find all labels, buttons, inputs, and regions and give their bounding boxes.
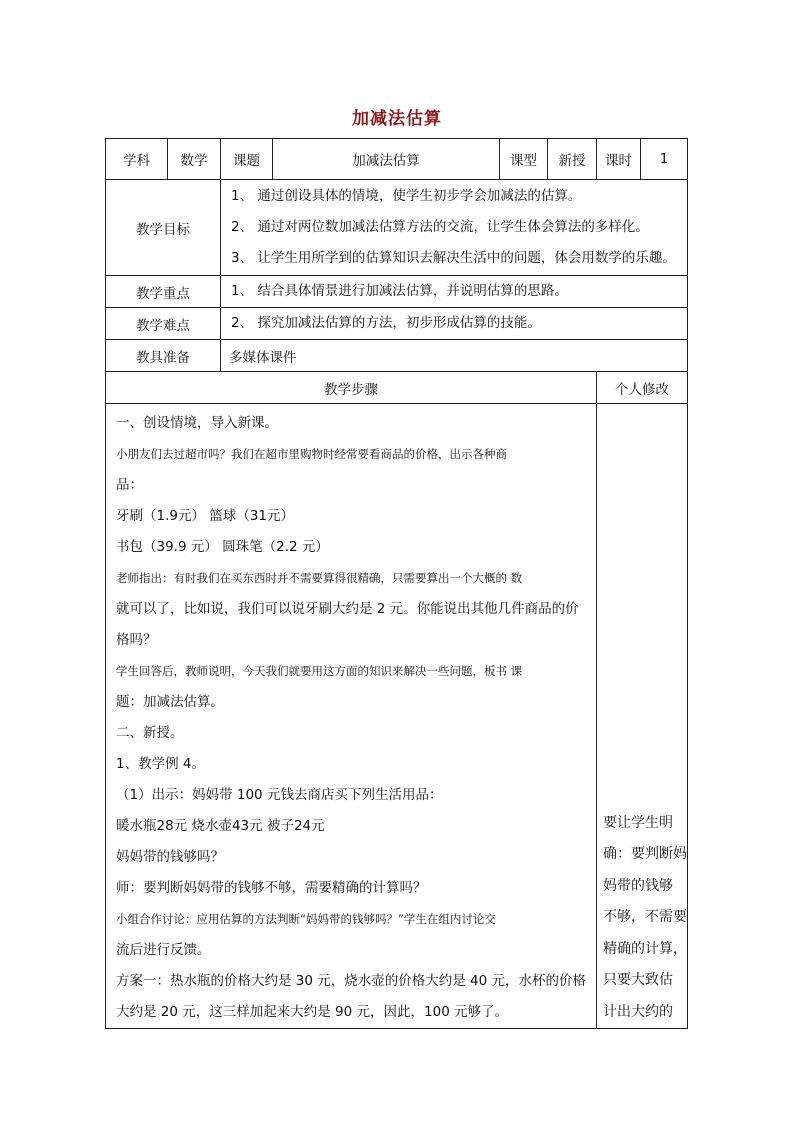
difficulty-value: 2、 探究加减法估算的方法，初步形成估算的技能。 <box>231 315 541 331</box>
step-line: 牙刷（1.9元） 篮球（31元） <box>116 508 294 524</box>
step-line: 学生回答后，教师说明，今天我们就要用这方面的知识来解决一些问题，板书 课 <box>116 664 523 678</box>
steps-header-row <box>106 372 688 404</box>
goal-item: 3、 让学生用所学到的估算知识去解决生活中的问题，体会用数学的乐趣。 <box>231 250 676 266</box>
step-line: 小组合作讨论：应用估算的方法判断“妈妈带的钱够吗？”学生在组内讨论交 <box>116 912 496 926</box>
header-row <box>106 139 688 180</box>
notes-content <box>597 404 688 1029</box>
goal-item: 1、 通过创设具体的情境，使学生初步学会加减法的估算。 <box>231 188 582 204</box>
step-line: 暖水瓶28元 烧水壶43元 被子24元 <box>116 818 325 834</box>
step-line: 1、教学例 4。 <box>116 756 205 772</box>
materials-label: 教具准备 <box>106 340 221 372</box>
step-line: 书包（39.9 元） 圆珠笔（2.2 元） <box>116 539 329 555</box>
step-line: 流后进行反馈。 <box>116 942 211 958</box>
type-value: 新授 <box>548 139 597 180</box>
hours-value: 1 <box>641 139 688 180</box>
materials-value: 多媒体课件 <box>221 340 688 372</box>
step-line: 题：加减法估算。 <box>116 694 224 710</box>
difficulty-row <box>106 308 688 340</box>
step-line: 老师指出：有时我们在买东西时并不需要算得很精确，只需要算出一个大概的 数 <box>116 571 523 585</box>
step-line: 品： <box>116 477 143 493</box>
step-line: 就可以了，比如说，我们可以说牙刷大约是 2 元。你能说出其他几件商品的价 <box>116 601 579 617</box>
subject-label: 学科 <box>106 139 168 180</box>
topic-value: 加减法估算 <box>273 139 500 180</box>
key-point-value: 1、 结合具体情景进行加减法估算，并说明估算的思路。 <box>231 283 568 299</box>
note-line: 确：要判断妈 <box>603 846 687 862</box>
steps-row <box>106 404 688 1029</box>
step-line: 二、新授。 <box>116 725 184 741</box>
step-line: （1）出示：妈妈带 100 元钱去商店买下列生活用品： <box>116 787 443 803</box>
step-line: 师：要判断妈妈带的钱够不够，需要精确的计算吗？ <box>116 880 427 896</box>
steps-header: 教学步骤 <box>106 372 597 404</box>
difficulty-label: 教学难点 <box>106 308 221 340</box>
note-line: 不够，不需要 <box>603 909 687 925</box>
notes-header: 个人修改 <box>597 372 688 404</box>
step-line: 妈妈带的钱够吗？ <box>116 849 224 865</box>
type-label: 课型 <box>500 139 548 180</box>
key-point-label: 教学重点 <box>106 276 221 308</box>
note-line: 只要大致估 <box>603 972 673 988</box>
step-line: 大约是 20 元，这三样加起来大约是 90 元，因此，100 元够了。 <box>116 1004 509 1020</box>
subject-value: 数学 <box>168 139 221 180</box>
goals-content <box>221 180 688 276</box>
note-line: 精确的计算， <box>603 940 687 957</box>
page-title: 加减法估算 <box>352 109 442 129</box>
note-line: 要让学生明 <box>603 814 673 831</box>
goal-item: 2、 通过对两位数加减法估算方法的交流，让学生体会算法的多样化。 <box>231 219 649 235</box>
steps-content <box>106 404 597 1029</box>
materials-row <box>106 340 688 372</box>
step-line: 一、创设情境，导入新课。 <box>116 415 278 431</box>
topic-label: 课题 <box>221 139 273 180</box>
goals-row <box>106 180 688 276</box>
step-line: 方案一：热水瓶的价格大约是 30 元，烧水壶的价格大约是 40 元，水杯的价格 <box>116 973 587 989</box>
hours-label: 课时 <box>597 139 641 180</box>
step-line: 小朋友们去过超市吗？我们在超市里购物时经常要看商品的价格，出示各种商 <box>116 447 507 461</box>
note-line: 妈带的钱够 <box>603 877 673 894</box>
goals-label: 教学目标 <box>106 180 221 276</box>
note-line: 计出大约的 <box>603 1003 673 1020</box>
step-line: 格吗？ <box>116 632 157 648</box>
key-point-row <box>106 276 688 308</box>
lesson-plan-table <box>105 138 688 1029</box>
